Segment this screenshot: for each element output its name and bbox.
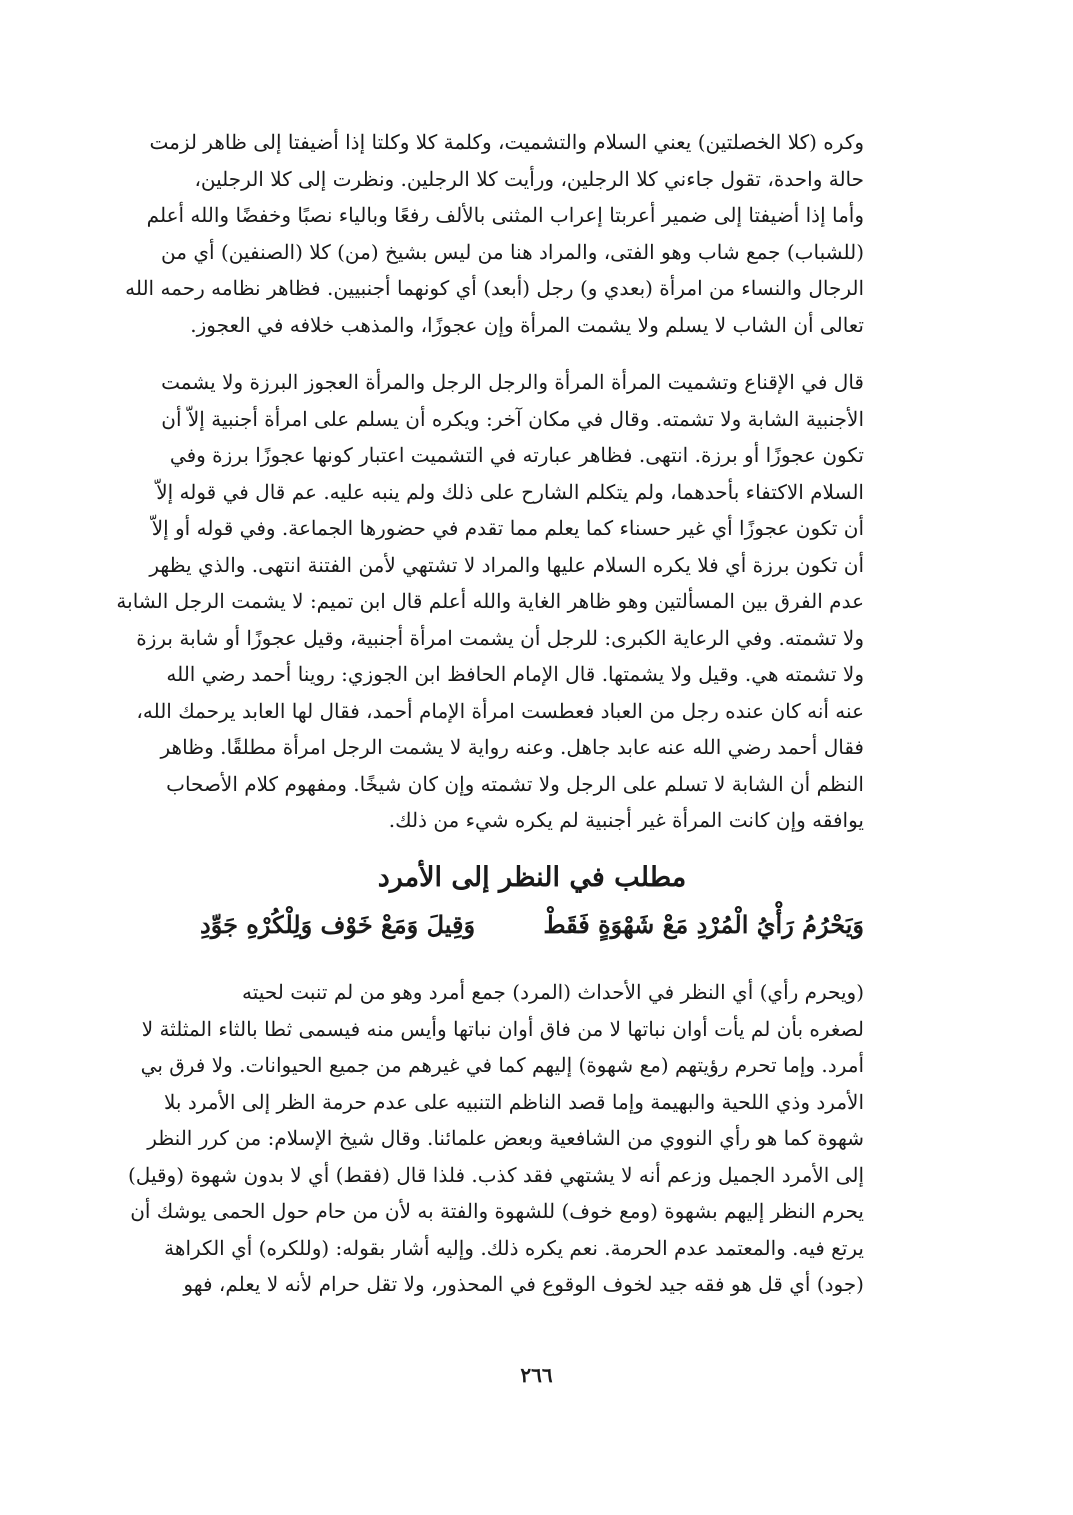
text-line: (ويحرم رأي) أي النظر في الأحداث (المرد) جمع أمرد وهو من لم تنبت لحيته bbox=[242, 980, 864, 1004]
text-line: أن تكون برزة أي فلا يكره السلام عليها والمراد لا تشتهي لأمن الفتنة انتهى. والذي يظهر bbox=[149, 552, 864, 577]
text-line: عدم الفرق بين المسألتين وهو ظاهر الغاية والله أعلم قال ابن تميم: لا يشمت الرجل الشابة bbox=[116, 589, 864, 613]
text-line: ولا تشمته. وفي الرعاية الكبرى: للرجل أن يشمت امرأة أجنبية، وقيل عجوزًا أو شابة برزة bbox=[136, 625, 864, 650]
verse-first-hemistich: وَيَحْرُمُ رَأْيُ الْمُرْدِ مَعْ شَهْوَةٍ فَقَطْ bbox=[543, 910, 864, 939]
text-line: تعالى أن الشاب لا يسلم ولا يشمت المرأة وإن عجوزًا، والمذهب خلافه في العجوز. bbox=[190, 312, 864, 337]
text-line: قال في الإقناع وتشميت المرأة المرأة والرجل الرجل والمرأة العجوز البرزة ولا يشمت bbox=[161, 370, 864, 394]
text-line: السلام الاكتفاء بأحدهما، ولم يتكلم الشارح على ذلك ولم ينبه عليه. عم قال في قوله إلاّ bbox=[156, 479, 864, 504]
paragraph-3 bbox=[128, 974, 864, 1303]
verse-line bbox=[200, 910, 864, 954]
text-line: النظم أن الشابة لا تسلم على الرجل ولا تشمته وإن كان شيخًا. ومفهوم كلام الأصحاب bbox=[166, 771, 864, 796]
text-line: لصغره بأن لم يأت أوان نباتها لا من فاق أوان نباتها وأيس منه فيسمى ثطا بالثاء المثلثة لا bbox=[141, 1016, 864, 1041]
text-line: تكون عجوزًا أو برزة. انتهى. فظاهر عبارته في التشميت اعتبار كونها عجوزًا برزة وفي bbox=[169, 443, 864, 467]
text-line: الرجال والنساء من امرأة (بعدي و) رجل (أبعد) أي كونهما أجنبيين. فظاهر نظامه رحمه الله bbox=[125, 276, 864, 300]
text-line: (جود) أي قل هو فقه جيد لخوف الوقوع في المحذور، ولا تقل حرام لأنه لا يعلم، فهو bbox=[183, 1272, 864, 1296]
text-line: (للشباب) جمع شاب وهو الفتى، والمراد هنا من ليس بشيخ (من) كلا (الصنفين) أي من bbox=[161, 239, 864, 264]
page-number: ٢٦٦ bbox=[520, 1363, 553, 1387]
text-line: يوافقه وإن كانت المرأة غير أجنبية لم يكره شيء من ذلك. bbox=[388, 808, 864, 832]
text-line: شهوة كما هو رأي النووي من الشافعية وبعض علمائنا. وقال شيخ الإسلام: من كرر النظر bbox=[147, 1126, 864, 1150]
section-heading: مطلب في النظر إلى الأمرد bbox=[377, 862, 687, 893]
text-line: يحرم النظر إليهم بشهوة (ومع خوف) للشهوة والفتة به لأن من حام حول الحمى يوشك أن bbox=[130, 1199, 864, 1223]
paragraph-1 bbox=[125, 124, 864, 343]
text-line: فقال أحمد رضي الله عنه عابد جاهل. وعنه رواية لا يشمت الرجل امرأة مطلقًا. وظاهر bbox=[160, 735, 864, 759]
text-line: وأما إذا أضيفتا إلى ضمير أعربتا إعراب المثنى بالألف رفعًا وبالياء نصبًا وخفضًا والله أعلم bbox=[146, 203, 864, 227]
text-line: أمرد. وإما تحرم رؤيتهم (مع شهوة) إليهم كما في غيرهم من جميع الحيوانات. ولا فرق بي bbox=[140, 1053, 864, 1077]
text-line: حالة واحدة، تقول جاءني كلا الرجلين، ورأيت كلا الرجلين. ونظرت إلى كلا الرجلين، bbox=[194, 166, 864, 191]
text-line: أن تكون عجوزًا أي غير حسناء كما يعلم مما تقدم في حضورها الجماعة. وفي قوله أو إلاّ bbox=[151, 516, 864, 540]
text-line: الأمرد وذي اللحية والبهيمة وإما قصد الناظم التنبيه على عدم حرمة الظر إلى الأمرد بلا bbox=[163, 1089, 864, 1114]
text-line: عنه أنه كان عنده رجل من العباد فعطست امرأة الإمام أحمد، فقال لها العابد يرحمك الله، bbox=[136, 698, 864, 723]
text-line: ولا تشمته هي. وقيل ولا يشمتها. قال الإمام الحافظ ابن الجوزي: روينا أحمد رضي الله bbox=[166, 662, 864, 686]
text-line: إلى الأمرد الجميل وزعم أنه لا يشتهي فقد كذب. فلذا قال (فقط) أي لا بدون شهوة (وقيل) bbox=[128, 1162, 864, 1187]
text-line: يرتع فيه. والمعتمد عدم الحرمة. نعم يكره ذلك. وإليه أشار بقوله: (وللكره) أي الكراهة bbox=[164, 1235, 864, 1260]
text-line: وكره (كلا الخصلتين) يعني السلام والتشميت، وكلمة كلا وكلتا إذا أضيفتا إلى ظاهر لزمت bbox=[149, 130, 864, 154]
paragraph-2 bbox=[116, 364, 864, 839]
text-line: الأجنبية الشابة ولا تشمته. وقال في مكان آخر: ويكره أن يسلم على امرأة أجنبية إلاّ أن bbox=[161, 406, 864, 431]
verse-second-hemistich: وَقِيلَ وَمَعْ خَوْف وَلِلْكُرْهِ جَوِّدِ bbox=[200, 910, 476, 939]
